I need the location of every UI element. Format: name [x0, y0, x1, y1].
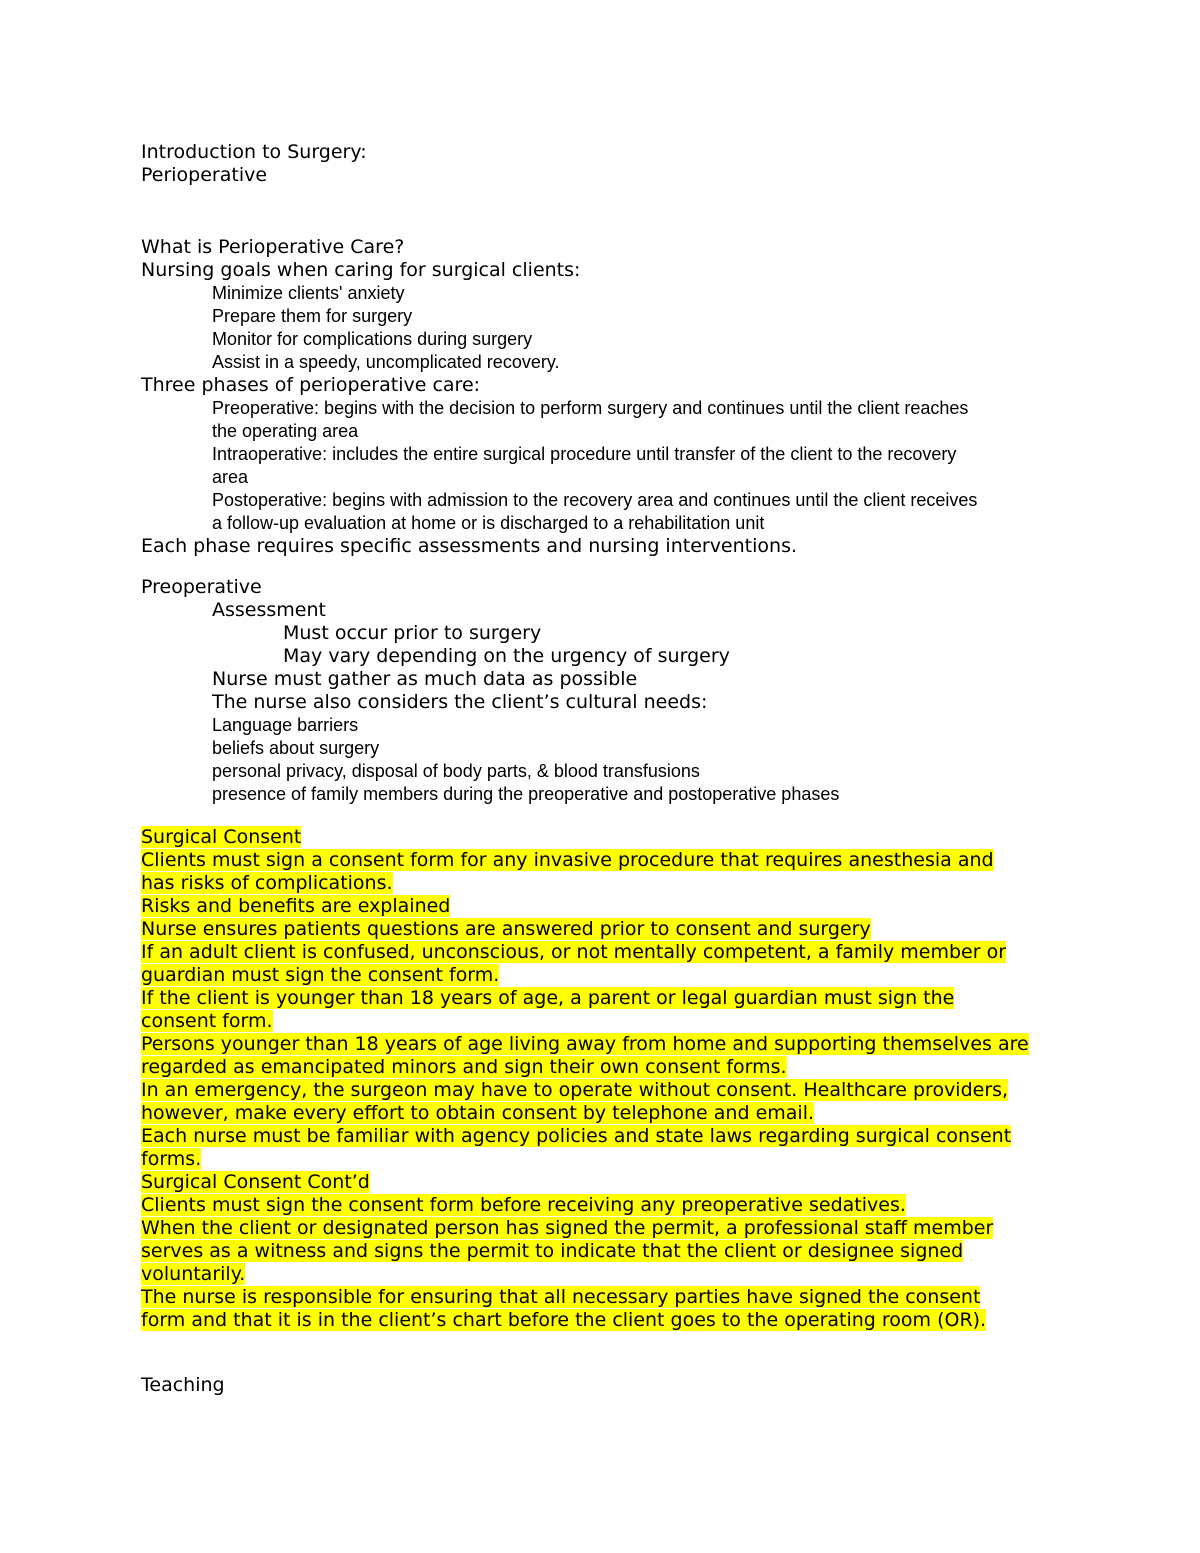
goal-item: Minimize clients' anxiety	[212, 283, 405, 303]
assessment-item: May vary depending on the urgency of surgery	[283, 645, 730, 667]
cultural-needs-line: The nurse also considers the client’s cultural needs:	[212, 691, 708, 713]
cultural-item: Language barriers	[212, 715, 359, 735]
title-line-2: Perioperative	[141, 164, 268, 186]
goal-item: Assist in a speedy, uncomplicated recovery.	[212, 352, 560, 372]
preoperative-section	[141, 576, 1100, 806]
phase-item: Postoperative: begins with admission to the recovery area and continues until the client receives	[212, 490, 978, 510]
consent-line: When the client or designated person has signed the permit, a professional staff member	[141, 1217, 994, 1239]
consent-line: guardian must sign the consent form.	[141, 964, 500, 986]
goal-item: Prepare them for surgery	[212, 306, 413, 326]
consent-line: serves as a witness and signs the permit to indicate that the client or designee signed	[141, 1240, 964, 1262]
consent-line: voluntarily.	[141, 1263, 246, 1285]
consent-line: If an adult client is confused, unconscious, or not mentally competent, a family member or	[141, 941, 1007, 963]
phases-heading: Three phases of perioperative care:	[141, 374, 481, 396]
goal-item: Monitor for complications during surgery	[212, 329, 533, 349]
consent-line: Nurse ensures patients questions are answered prior to consent and surgery	[141, 918, 871, 940]
consent-line: Clients must sign a consent form for any invasive procedure that requires anesthesia and	[141, 849, 994, 871]
assessment-heading: Assessment	[212, 599, 326, 621]
intro-question: What is Perioperative Care?	[141, 236, 405, 258]
consent-line: Persons younger than 18 years of age living away from home and supporting themselves are	[141, 1033, 1029, 1055]
consent-line: In an emergency, the surgeon may have to operate without consent. Healthcare providers,	[141, 1079, 1009, 1101]
preoperative-heading: Preoperative	[141, 576, 262, 598]
consent-line: Clients must sign the consent form before receiving any preoperative sedatives.	[141, 1194, 906, 1216]
cultural-item: personal privacy, disposal of body parts, & blood transfusions	[212, 761, 700, 781]
consent-line: regarded as emancipated minors and sign their own consent forms.	[141, 1056, 787, 1078]
consent-line: however, make every effort to obtain consent by telephone and email.	[141, 1102, 815, 1124]
gather-data-line: Nurse must gather as much data as possible	[212, 668, 638, 690]
intro-section	[141, 236, 1100, 558]
teaching-heading: Teaching	[141, 1374, 225, 1396]
cultural-item: presence of family members during the preoperative and postoperative phases	[212, 784, 840, 804]
teaching-section	[141, 1374, 1100, 1397]
consent-line: If the client is younger than 18 years of age, a parent or legal guardian must sign the	[141, 987, 955, 1009]
phase-item-cont: area	[212, 467, 249, 487]
assessment-item: Must occur prior to surgery	[283, 622, 542, 644]
consent-line: has risks of complications.	[141, 872, 393, 894]
phases-note: Each phase requires specific assessments and nursing interventions.	[141, 535, 798, 557]
phase-item: Intraoperative: includes the entire surgical procedure until transfer of the client to the recovery	[212, 444, 957, 464]
consent-line: consent form.	[141, 1010, 273, 1032]
phase-item: Preoperative: begins with the decision to perform surgery and continues until the client reaches	[212, 398, 969, 418]
goals-heading: Nursing goals when caring for surgical clients:	[141, 259, 581, 281]
consent-line: form and that it is in the client’s chart before the client goes to the operating room (OR).	[141, 1309, 987, 1331]
title-line-1: Introduction to Surgery:	[141, 141, 367, 163]
consent-line: Each nurse must be familiar with agency policies and state laws regarding surgical consent	[141, 1125, 1012, 1147]
consent-line: The nurse is responsible for ensuring that all necessary parties have signed the consent	[141, 1286, 981, 1308]
consent-line: forms.	[141, 1148, 202, 1170]
consent-line: Surgical Consent	[141, 826, 302, 848]
phase-item-cont: the operating area	[212, 421, 359, 441]
cultural-item: beliefs about surgery	[212, 738, 380, 758]
document-title	[141, 141, 1100, 187]
consent-section	[141, 826, 1100, 1332]
consent-line: Risks and benefits are explained	[141, 895, 451, 917]
consent-line: Surgical Consent Cont’d	[141, 1171, 370, 1193]
phase-item-cont: a follow-up evaluation at home or is discharged to a rehabilitation unit	[212, 513, 765, 533]
